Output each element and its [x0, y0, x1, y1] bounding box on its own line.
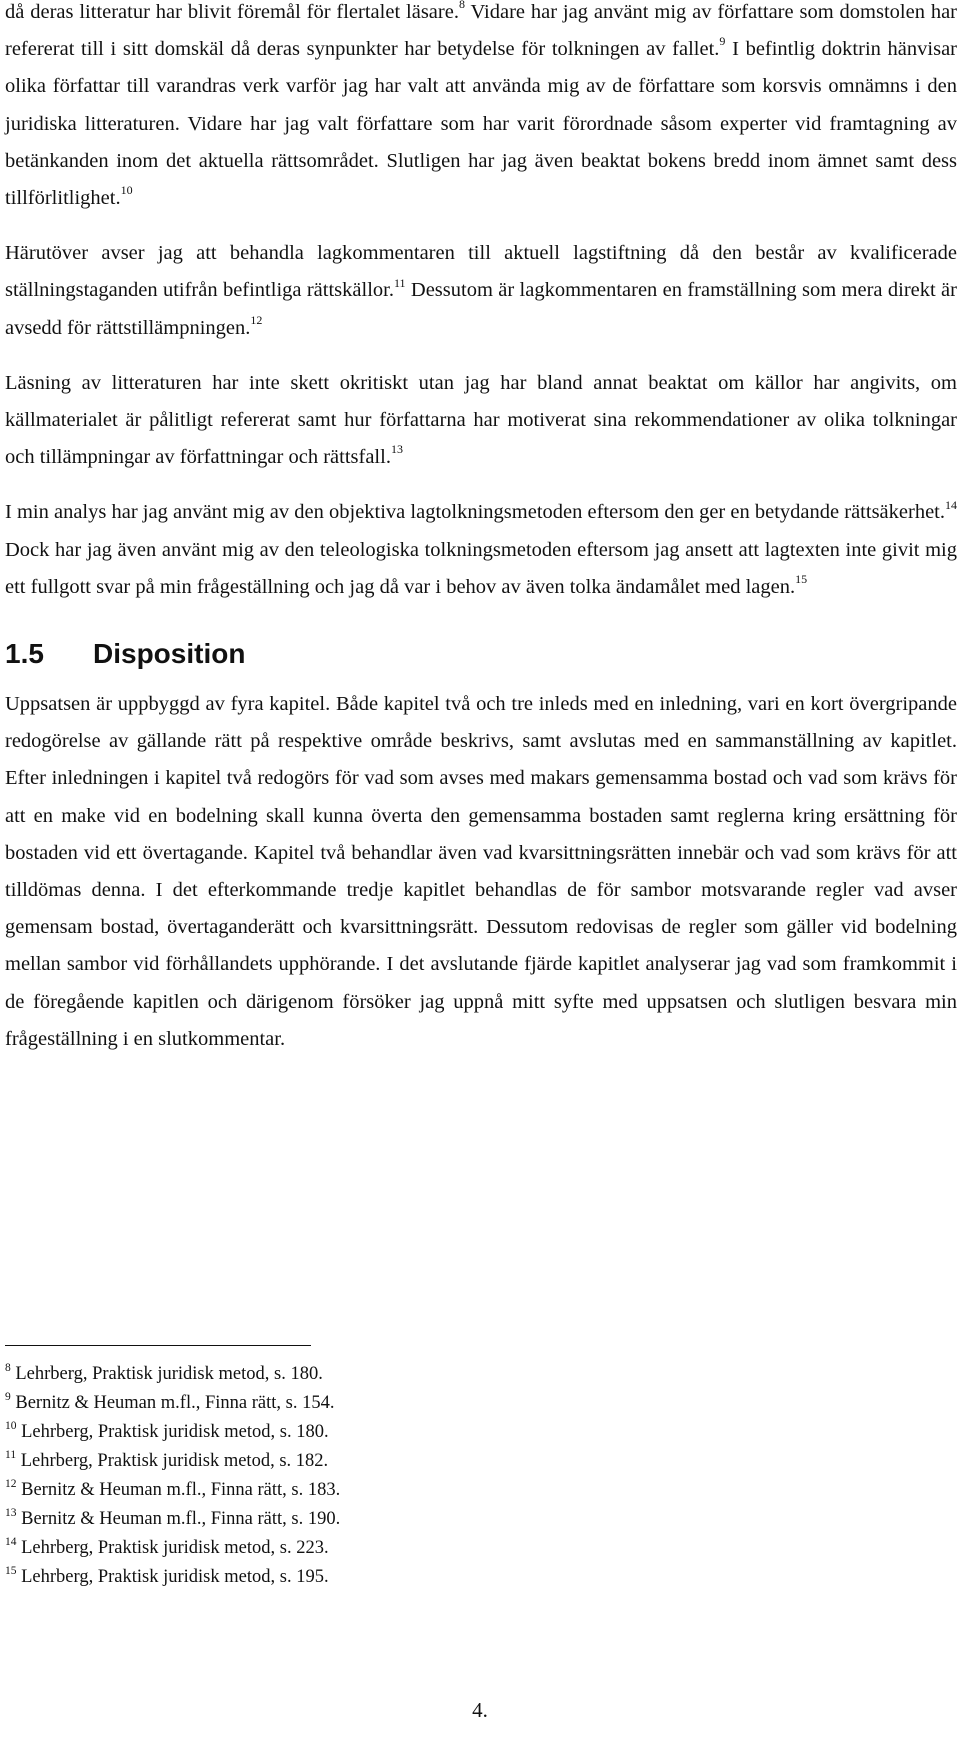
footnote-number: 12 [5, 1477, 17, 1490]
footnote-item [5, 1418, 705, 1447]
document-page [5, 0, 957, 1058]
footnote-text: Lehrberg, Praktisk juridisk metod, s. 180. [10, 1364, 323, 1384]
paragraph-text: Härutöver avser jag att behandla lagkommentaren till aktuell lagstiftning då den består av kvalificerade ställningstaganden utifrån befintliga rättskällor. [5, 242, 957, 302]
footnote-number: 15 [5, 1564, 17, 1577]
body-paragraph [5, 235, 957, 347]
section-number: 1.5 [5, 638, 44, 670]
footnote-reference[interactable]: 13 [390, 442, 403, 457]
paragraph-text: Dessutom är lagkommentaren en framställning som mera direkt är avsedd för rättstillämpningen. [5, 279, 957, 339]
footnote-text: Bernitz & Heuman m.fl., Finna rätt, s. 190. [16, 1509, 341, 1529]
footnote-reference[interactable]: 8 [458, 0, 465, 12]
footnote-number: 11 [5, 1448, 17, 1461]
footnote-reference[interactable]: 9 [719, 34, 726, 49]
footnote-number: 13 [5, 1506, 17, 1519]
footnote-number: 10 [5, 1419, 17, 1432]
footnote-item [5, 1505, 705, 1534]
footnote-item [5, 1476, 705, 1505]
disposition-paragraph: Uppsatsen är uppbyggd av fyra kapitel. Både kapitel två och tre inleds med en inledning, vari en kort övergripande redogörelse av gällande rätt på respektive område beskrivs, samt avslutas med en sammanställning av kapitlet. Efter inledningen i kapitel två redogörs för vad som avses med makars gemensamma bostad och vad som krävs för att en make vid en bodelning skall kunna överta den gemensamma bostaden samt reglerna kring ersättning för bostaden vid ett övertagande. Kapitel två behandlar även vad kvarsittningsrätten innebär och vad som krävs för att tilldömas denna. I det efterkommande tredje kapitlet behandlas de för sambor motsvarande regler vad avser gemensam bostad, övertaganderätt och kvarsittningsrätt. Dessutom redovisas de regler som gäller vid bodelning mellan sambor vid förhållandets upphörande. I det avslutande fjärde kapitlet analyserar jag vad som framkommit i de föregående kapitlen och därigenom försöker jag uppnå mitt syfte med uppsatsen och slutligen besvara min frågeställning i en slutkommentar. [5, 693, 957, 1050]
body-paragraph [5, 494, 957, 606]
footnote-reference[interactable]: 15 [795, 572, 808, 587]
footnote-text: Bernitz & Heuman m.fl., Finna rätt, s. 183. [16, 1480, 341, 1500]
footnote-list [5, 1360, 705, 1592]
footnote-item [5, 1534, 705, 1563]
paragraph-text: då deras litteratur har blivit föremål för flertalet läsare. [5, 1, 459, 23]
footnote-reference[interactable]: 14 [945, 497, 957, 512]
footnote-item [5, 1447, 705, 1476]
footnote-item [5, 1563, 705, 1592]
paragraph-text: I min analys har jag använt mig av den objektiva lagtolkningsmetoden eftersom den ger en betydande rättsäkerhet. [5, 501, 945, 524]
footnote-text: Lehrberg, Praktisk juridisk metod, s. 223. [16, 1538, 329, 1558]
section-title: Disposition [93, 638, 246, 670]
footnote-number: 14 [5, 1535, 17, 1548]
body-paragraph [5, 365, 957, 477]
body-text [5, 0, 957, 606]
footnote-reference[interactable]: 11 [393, 275, 406, 290]
body-paragraph [5, 0, 957, 217]
paragraph-text: I befintlig doktrin hänvisar olika författar till varandras verk varför jag har valt att använda mig av de författare som korsvis omnämns i den juridiska litteraturen. Vidare har jag valt författare som har varit förordnade såsom experter vid framtagning av betänkanden inom det aktuella rättsområdet. Slutligen har jag även beaktat bokens bredd inom ämnet samt dess tillförlitlighet. [5, 38, 958, 210]
footnote-reference[interactable]: 10 [120, 183, 133, 198]
footnote-text: Lehrberg, Praktisk juridisk metod, s. 180. [16, 1422, 329, 1442]
page-number: 4. [472, 1698, 488, 1722]
footnotes [5, 1345, 705, 1592]
footnote-text: Lehrberg, Praktisk juridisk metod, s. 195. [16, 1567, 329, 1587]
section-heading [5, 636, 957, 672]
footnote-separator [5, 1345, 311, 1346]
paragraph-text: Dock har jag även använt mig av den teleologiska tolkningsmetoden eftersom jag ansett att lagtexten inte givit mig ett fullgott svar på min frågeställning och jag då var i behov av även tolka ändamålet med lagen. [5, 538, 957, 598]
footnote-text: Bernitz & Heuman m.fl., Finna rätt, s. 154. [10, 1393, 335, 1413]
footnote-text: Lehrberg, Praktisk juridisk metod, s. 182. [16, 1451, 329, 1471]
footnote-reference[interactable]: 12 [250, 312, 263, 327]
paragraph-text: Vidare har jag använt mig av författare som domstolen har refererat till i sitt domskäl då deras synpunkter har betydelse för tolkningen av fallet. [5, 1, 957, 61]
paragraph-text: Läsning av litteraturen har inte skett okritiskt utan jag har bland annat beaktat om källor har angivits, om källmaterialet är pålitligt refererat samt hur författarna har motiverat sina rekommendationer av olika tolkningar och tillämpningar av författningar och rättsfall. [5, 371, 957, 469]
footnote-item [5, 1360, 705, 1389]
footnote-number: 8 [5, 1361, 11, 1374]
footnote-item [5, 1389, 705, 1418]
footnote-number: 9 [5, 1390, 11, 1403]
